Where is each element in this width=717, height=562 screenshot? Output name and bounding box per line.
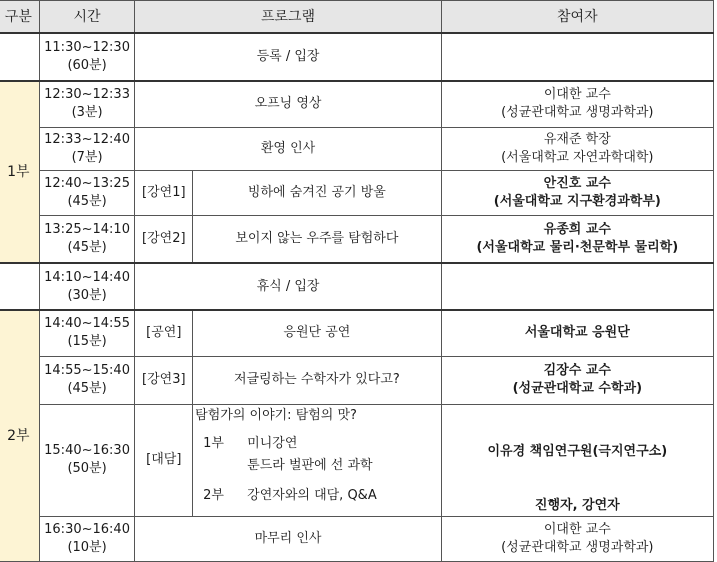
duration: (45분) xyxy=(67,193,107,209)
header-program: 프로그램 xyxy=(135,1,441,34)
program-tag: [강연3] xyxy=(135,356,193,404)
duration: (7분) xyxy=(71,149,103,165)
header-part: 구분 xyxy=(0,1,39,34)
time-range: 15:40~16:30 xyxy=(44,443,130,458)
table-row xyxy=(0,516,714,561)
time-cell xyxy=(39,127,135,170)
participant-affiliation: (서울대학교 자연과학대학) xyxy=(501,149,654,165)
duration: (30분) xyxy=(67,287,107,303)
participant-name: 이대한 교수 xyxy=(543,87,611,103)
table-row xyxy=(0,127,714,170)
program-cell: 마무리 인사 xyxy=(135,516,441,561)
program-cell: 보이지 않는 우주를 탐험하다 xyxy=(193,215,441,263)
time-cell xyxy=(39,33,135,81)
participant-cell xyxy=(441,356,713,404)
program-cell: 빙하에 숨겨진 공기 방울 xyxy=(193,170,441,215)
participant-cell xyxy=(441,33,713,81)
participant-cell xyxy=(441,516,713,561)
time-range: 14:55~15:40 xyxy=(44,363,130,378)
duration: (60분) xyxy=(67,58,107,73)
duration: (45분) xyxy=(67,239,107,255)
program-tag: [대담] xyxy=(135,404,193,516)
time-cell xyxy=(39,215,135,263)
participant-name: 김장수 교수 xyxy=(543,363,611,378)
table-row xyxy=(0,263,714,310)
participant-cell xyxy=(441,263,713,310)
table-row xyxy=(0,310,714,356)
time-range: 12:40~13:25 xyxy=(44,175,130,191)
dialogue-participant-1: 이유경 책임연구원(극지연구소) xyxy=(487,443,668,459)
time-cell xyxy=(39,310,135,356)
header-row xyxy=(0,1,714,34)
participant-cell xyxy=(441,81,713,127)
part-cell-empty xyxy=(0,263,39,310)
duration: (45분) xyxy=(67,381,107,396)
time-range: 12:30~12:33 xyxy=(44,87,130,103)
time-cell xyxy=(39,356,135,404)
table-row xyxy=(0,33,714,81)
dialogue-title: 탐험가의 이야기: 탐험의 맛? xyxy=(195,407,357,423)
part-label-2: 2부 xyxy=(0,310,39,561)
program-cell: 오프닝 영상 xyxy=(135,81,441,127)
dialogue-part2-label: 2부 xyxy=(203,487,224,503)
table-row xyxy=(0,81,714,127)
table-row xyxy=(0,215,714,263)
program-cell: 응원단 공연 xyxy=(193,310,441,356)
part-label-1: 1부 xyxy=(0,81,39,263)
program-tag: [강연1] xyxy=(135,170,193,215)
duration: (3분) xyxy=(71,105,103,121)
header-time: 시간 xyxy=(39,1,135,34)
program-tag: [강연2] xyxy=(135,215,193,263)
time-range: 11:30~12:30 xyxy=(44,40,130,55)
time-cell xyxy=(39,81,135,127)
dialogue-participant-cell xyxy=(441,404,713,516)
time-cell xyxy=(39,263,135,310)
program-cell: 저글링하는 수학자가 있다고? xyxy=(193,356,441,404)
participant-name: 이대한 교수 xyxy=(543,521,611,537)
time-range: 13:25~14:10 xyxy=(44,221,130,237)
time-range: 16:30~16:40 xyxy=(44,521,130,537)
table-row xyxy=(0,404,714,516)
time-cell xyxy=(39,170,135,215)
participant-cell xyxy=(441,170,713,215)
table-row xyxy=(0,170,714,215)
program-cell: 환영 인사 xyxy=(135,127,441,170)
duration: (50분) xyxy=(67,461,107,476)
dialogue-part2-line: 강연자와의 대담, Q&A xyxy=(247,487,377,503)
dialogue-part1 xyxy=(193,435,440,453)
time-range: 14:10~14:40 xyxy=(44,269,130,285)
time-cell xyxy=(39,516,135,561)
participant-affiliation: (성균관대학교 생명과학과) xyxy=(501,105,654,121)
dialogue-participant-2: 진행자, 강연자 xyxy=(534,497,620,513)
dialogue-part2 xyxy=(193,487,440,505)
participant-affiliation: (성균관대학교 수학과) xyxy=(512,381,643,396)
participant-cell xyxy=(441,127,713,170)
header-participants: 참여자 xyxy=(441,1,713,34)
program-tag: [공연] xyxy=(135,310,193,356)
participant-name: 유종희 교수 xyxy=(543,221,611,237)
program-cell: 휴식 / 입장 xyxy=(135,263,441,310)
program-cell: 등록 / 입장 xyxy=(135,33,441,81)
duration: (15분) xyxy=(67,334,107,350)
participant-cell xyxy=(441,215,713,263)
dialogue-part1-line1: 미니강연 xyxy=(247,435,298,451)
time-range: 14:40~14:55 xyxy=(44,316,130,332)
participant-name: 안진호 교수 xyxy=(543,175,611,191)
duration: (10분) xyxy=(67,539,107,555)
dialogue-program-cell xyxy=(193,404,441,516)
dialogue-part1-label: 1부 xyxy=(203,435,224,451)
participant-name: 유재준 학장 xyxy=(543,131,611,147)
participant-affiliation: (성균관대학교 생명과학과) xyxy=(501,539,654,555)
dialogue-part1-line2: 툰드라 벌판에 선 과학 xyxy=(247,457,373,473)
participant-affiliation: (서울대학교 물리·천문학부 물리학) xyxy=(476,239,679,255)
time-range: 12:33~12:40 xyxy=(44,131,130,147)
part-cell-empty xyxy=(0,33,39,81)
time-cell xyxy=(39,404,135,516)
table-row xyxy=(0,356,714,404)
participant-cell: 서울대학교 응원단 xyxy=(441,310,713,356)
participant-affiliation: (서울대학교 지구환경과학부) xyxy=(493,193,661,209)
